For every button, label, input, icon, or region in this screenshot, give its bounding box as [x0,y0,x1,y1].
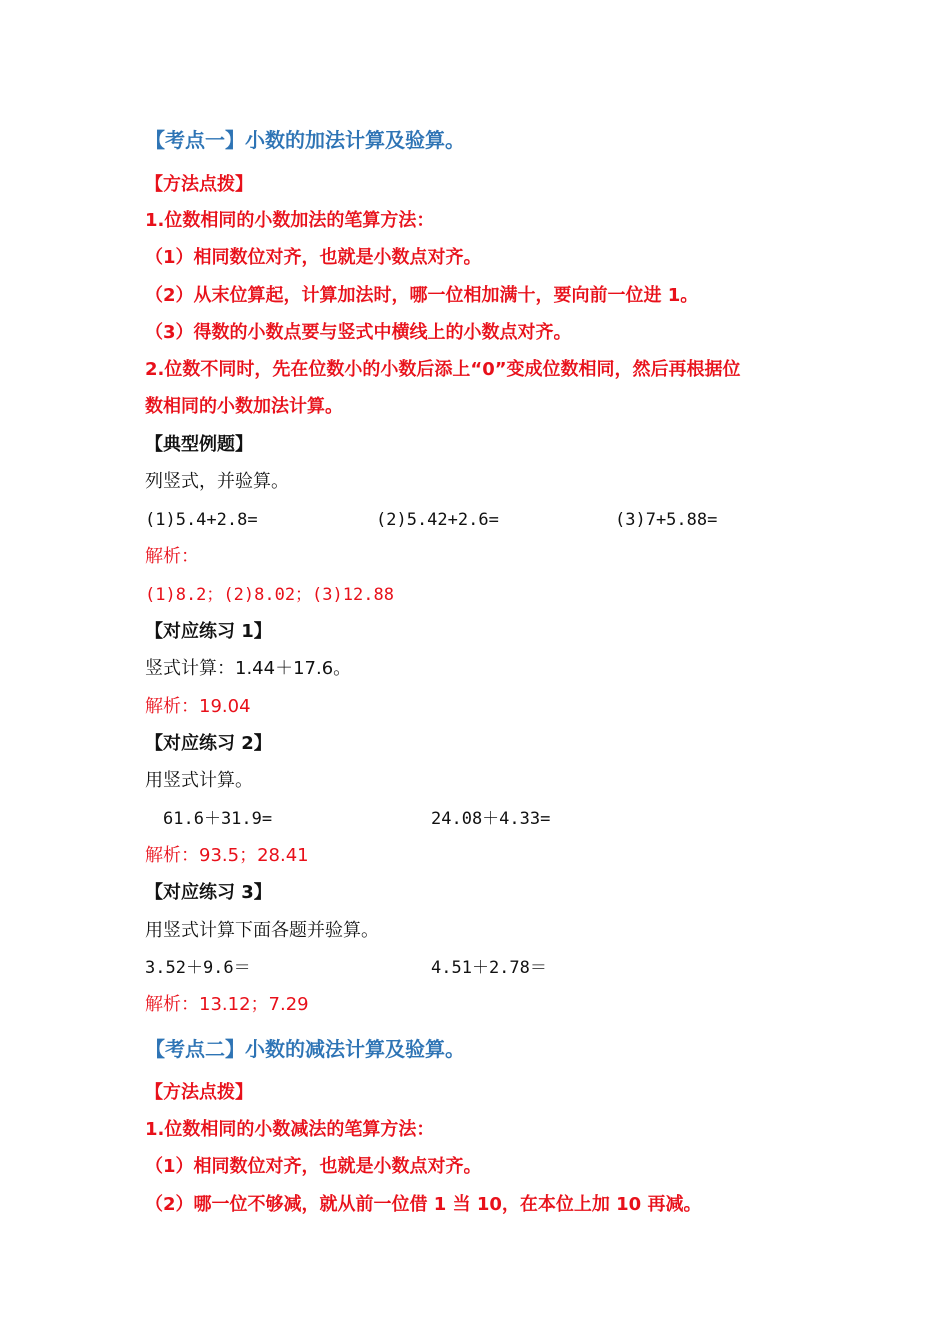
practice-1-tag: 【对应练习 1】 [145,621,272,642]
practice-3-item: 3.52＋9.6＝ [145,958,251,978]
practice-3-tag: 【对应练习 3】 [145,882,272,903]
section-2-title: 【考点二】小数的减法计算及验算。 [145,1037,465,1061]
method-point-2b: 数相同的小数加法计算。 [145,396,343,417]
example-question: 列竖式，并验算。 [145,471,289,492]
practice-2-answer: 解析：93.5；28.41 [145,845,309,866]
practice-1-answer: 解析：19.04 [145,696,251,717]
practice-3-question: 用竖式计算下面各题并验算。 [145,920,379,941]
example-item: (2)5.42+2.6= [376,510,499,530]
example-answer-label: 解析： [145,546,199,567]
example-item: (3)7+5.88= [615,510,718,530]
method-point-1b: （2）哪一位不够减，就从前一位借 1 当 10，在本位上加 10 再减。 [145,1194,702,1215]
method-point-2a: 2.位数不同时，先在位数小的小数后添上“0”变成位数相同，然后再根据位 [145,359,741,380]
method-tag: 【方法点拨】 [145,174,253,195]
method-point-1a: （1）相同数位对齐，也就是小数点对齐。 [145,247,482,268]
practice-1-question: 竖式计算：1.44＋17.6。 [145,658,352,679]
section-1-title: 【考点一】小数的加法计算及验算。 [145,128,465,152]
practice-3-answer: 解析：13.12；7.29 [145,994,309,1015]
method-point-1: 1.位数相同的小数减法的笔算方法： [145,1119,435,1140]
practice-3-item: 4.51＋2.78＝ [431,958,547,978]
practice-2-question: 用竖式计算。 [145,770,253,791]
method-point-1b: （2）从末位算起，计算加法时，哪一位相加满十，要向前一位进 1。 [145,285,699,306]
method-tag: 【方法点拨】 [145,1082,253,1103]
example-item: (1)5.4+2.8= [145,510,258,530]
method-point-1c: （3）得数的小数点要与竖式中横线上的小数点对齐。 [145,322,572,343]
method-point-1: 1.位数相同的小数加法的笔算方法： [145,210,435,231]
example-answer: (1)8.2；(2)8.02；(3)12.88 [145,585,394,605]
method-point-1a: （1）相同数位对齐，也就是小数点对齐。 [145,1156,482,1177]
practice-2-tag: 【对应练习 2】 [145,733,272,754]
example-tag: 【典型例题】 [145,434,253,455]
practice-2-item: 61.6＋31.9= [163,809,273,829]
practice-2-item: 24.08＋4.33= [431,809,551,829]
